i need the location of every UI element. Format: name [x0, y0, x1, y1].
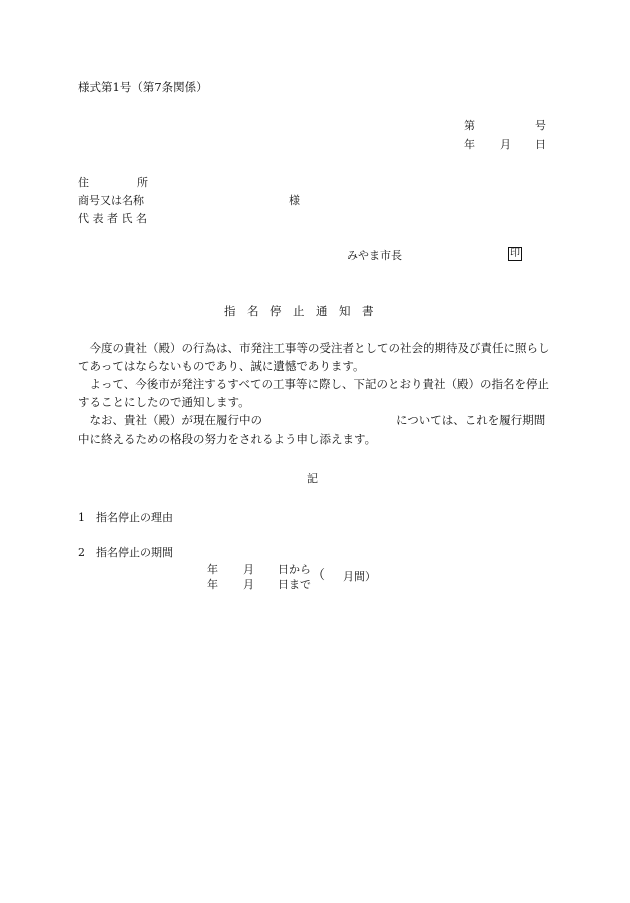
period-from-year: 年 [207, 563, 218, 576]
address-label-2: 所 [137, 176, 148, 189]
header-year: 年 [464, 138, 475, 151]
paragraph-line-4: することにしたので通知します。 [78, 395, 250, 409]
ki-heading: 記 [307, 472, 318, 485]
period-from-month: 月 [243, 563, 254, 576]
paragraph-line-5b: については、これを履行期間 [396, 413, 546, 427]
form-label: 様式第1号（第7条関係） [78, 80, 208, 94]
period-months: 月間） [343, 570, 376, 583]
header-dai: 第 [464, 119, 475, 132]
paragraph-line-3: よって、今後市が発注するすべての工事等に際し、下記のとおり貴社（殿）の指名を停止 [78, 377, 550, 391]
item-2-period: 2 指名停止の期間 [78, 546, 173, 559]
header-go: 号 [535, 119, 546, 132]
sender-mayor: みやま市長 [347, 249, 402, 262]
item-1-reason: 1 指名停止の理由 [78, 511, 173, 524]
document-title: 指 名 停 止 通 知 書 [224, 304, 374, 318]
representative-label: 代 表 者 氏 名 [78, 212, 147, 225]
period-to-year: 年 [207, 578, 218, 591]
paragraph-line-2: てあってはならないものであり、誠に遺憾であります。 [78, 359, 365, 373]
company-name-label: 商号又は名称 [78, 194, 144, 207]
period-to-day: 日まで [278, 578, 311, 591]
period-from-day: 日から [278, 563, 311, 576]
honorific-sama: 様 [289, 194, 300, 207]
header-month: 月 [500, 138, 511, 151]
paragraph-line-1: 今度の貴社（殿）の行為は、市発注工事等の受注者としての社会的期待及び責任に照らし [78, 341, 550, 355]
period-to-month: 月 [243, 578, 254, 591]
paragraph-line-5a: なお、貴社（殿）が現在履行中の [78, 413, 262, 427]
period-paren-open: （ [312, 568, 326, 583]
header-day: 日 [535, 138, 546, 151]
seal-mark: 印 [510, 248, 520, 259]
paragraph-line-6: 中に終えるための格段の努力をされるよう申し添えます。 [78, 432, 377, 446]
address-label-1: 住 [78, 176, 89, 189]
